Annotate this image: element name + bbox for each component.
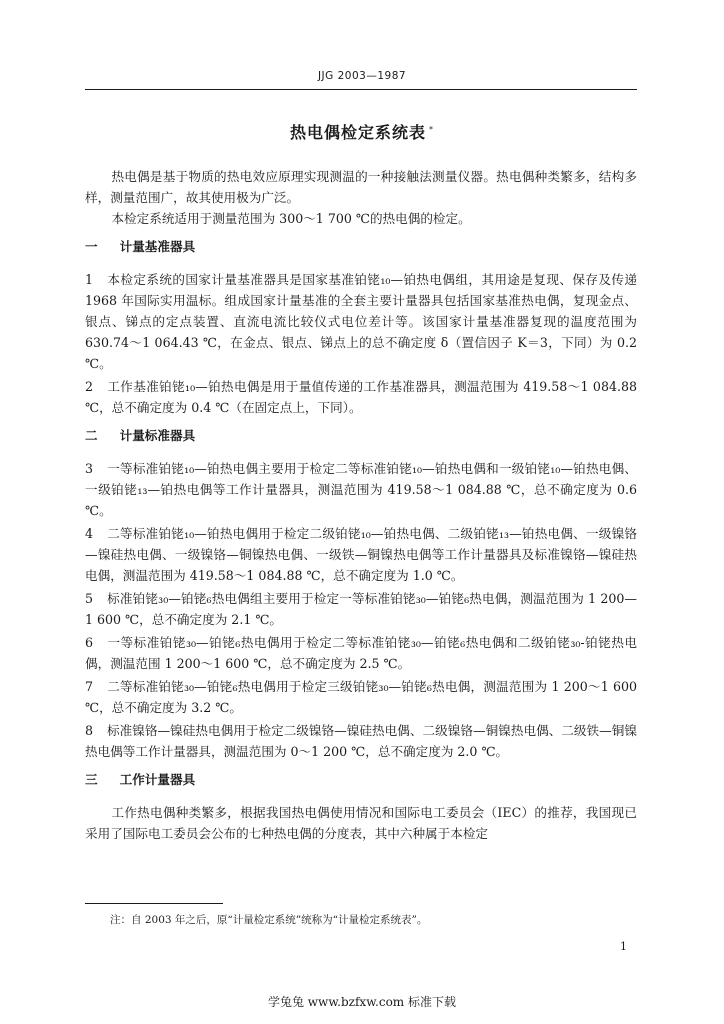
- clause-number: 2: [85, 379, 94, 394]
- clause-3: [85, 458, 637, 521]
- title-text: 热电偶检定系统表: [289, 123, 426, 142]
- clause-number: 3: [85, 461, 94, 476]
- clause-text: 一等标准铂铑₁₀—铂热电偶主要用于检定二等标准铂铑₁₀—铂热电偶和一级铂铑₁₀—铂热电偶、一级铂铑₁₃—铂热电偶等工作计量器具，测温范围为 419.58～1 084.88 ℃，总不确定度为 0.6 ℃。: [85, 461, 637, 518]
- section-heading-2: [85, 425, 637, 446]
- section-number: 一: [85, 239, 98, 254]
- section-heading-1: [85, 236, 637, 257]
- clause-text: 标准镍铬—镍硅热电偶用于检定二级镍铬—镍硅热电偶、二级镍铬—铜镍热电偶、二级铁—铜镍热电偶等工作计量器具，测温范围为 0～1 200 ℃，总不确定度为 2.0 ℃。: [85, 723, 637, 759]
- clause-text: 二等标准铂铑₁₀—铂热电偶用于检定二级铂铑₁₀—铂热电偶、二级铂铑₁₃—铂热电偶、一级镍铬—镍硅热电偶、一级镍铬—铜镍热电偶、一级铁—铜镍热电偶等工作计量器具及标准镍铬—镍硅热电偶，测温范围为 419.58～1 084.88 ℃，总不确定度为 1.0 ℃。: [85, 526, 637, 583]
- watermark-footer: 学兔兔 www.bzfxw.com 标准下载: [267, 995, 457, 1009]
- header-rule: [85, 89, 637, 90]
- section-title: 工作计量器具: [119, 772, 196, 787]
- title-footnote-marker: *: [429, 125, 434, 134]
- page-title: [0, 120, 724, 143]
- clause-number: 5: [85, 591, 94, 606]
- section-number: 三: [85, 772, 98, 787]
- clause-5: [85, 588, 637, 630]
- clause-1: [85, 269, 637, 374]
- clause-2: [85, 376, 637, 418]
- page-number: 1: [620, 940, 627, 953]
- clause-text: 本检定系统的国家计量基准器具是国家基准铂铑₁₀—铂热电偶组，其用途是复现、保存及传递 1968 年国际实用温标。组成国家计量基准的全套主要计量器具包括国家基准热电偶，复现金点、银点、锑点的定点装置、直流电流比较仪式电位差计等。该国家计量基准器复现的温度范围为 630.74～1 064.43 ℃，在金点、银点、锑点上的总不确定度 δ（置信因子 K＝3，下同）为 0.2 ℃。: [85, 272, 637, 371]
- footnote-rule: [85, 903, 223, 904]
- section-heading-3: [85, 769, 637, 790]
- clause-number: 6: [85, 635, 94, 650]
- clause-number: 1: [85, 272, 94, 287]
- footnote: 注：自 2003 年之后，原“计量检定系统”统称为“计量检定系统表”。: [110, 914, 428, 926]
- intro-paragraph-2: 本检定系统适用于测量范围为 300～1 700 ℃的热电偶的检定。: [111, 211, 471, 226]
- section-3-paragraph: 工作热电偶种类繁多，根据我国热电偶使用情况和国际电工委员会（IEC）的推荐，我国现已采用了国际电工委员会公布的七种热电偶的分度表，其中六种属于本检定: [85, 805, 637, 841]
- clause-text: 二等标准铂铑₃₀—铂铑₆热电偶用于检定三级铂铑₃₀—铂铑₆热电偶，测温范围为 1 200～1 600 ℃，总不确定度为 3.2 ℃。: [85, 679, 637, 715]
- clause-4: [85, 523, 637, 586]
- clause-text: 一等标准铂铑₃₀—铂铑₆热电偶用于检定二等标准铂铑₃₀—铂铑₆热电偶和二级铂铑₃₀-铂铑热电偶，测温范围 1 200～1 600 ℃，总不确定度为 2.5 ℃。: [85, 635, 637, 671]
- clause-8: [85, 720, 637, 762]
- clause-6: [85, 632, 637, 674]
- standard-code-header: JJG 2003—1987: [317, 70, 407, 82]
- clause-text: 标准铂铑₃₀—铂铑₆热电偶组主要用于检定一等标准铂铑₃₀—铂铑₆热电偶，测温范围为 1 200—1 600 ℃，总不确定度为 2.1 ℃。: [85, 591, 637, 627]
- clause-number: 8: [85, 723, 94, 738]
- section-title: 计量标准器具: [119, 428, 196, 443]
- intro-paragraph-1: 热电偶是基于物质的热电效应原理实现测温的一种接触法测量仪器。热电偶种类繁多，结构多样，测量范围广，故其使用极为广泛。: [85, 169, 637, 205]
- clause-7: [85, 676, 637, 718]
- clause-number: 4: [85, 526, 94, 541]
- clause-number: 7: [85, 679, 94, 694]
- section-number: 二: [85, 428, 98, 443]
- section-title: 计量基准器具: [119, 239, 196, 254]
- document-body: [85, 166, 637, 844]
- clause-text: 工作基准铂铑₁₀—铂热电偶是用于量值传递的工作基准器具，测温范围为 419.58～1 084.88 ℃，总不确定度为 0.4 ℃（在固定点上，下同）。: [85, 379, 637, 415]
